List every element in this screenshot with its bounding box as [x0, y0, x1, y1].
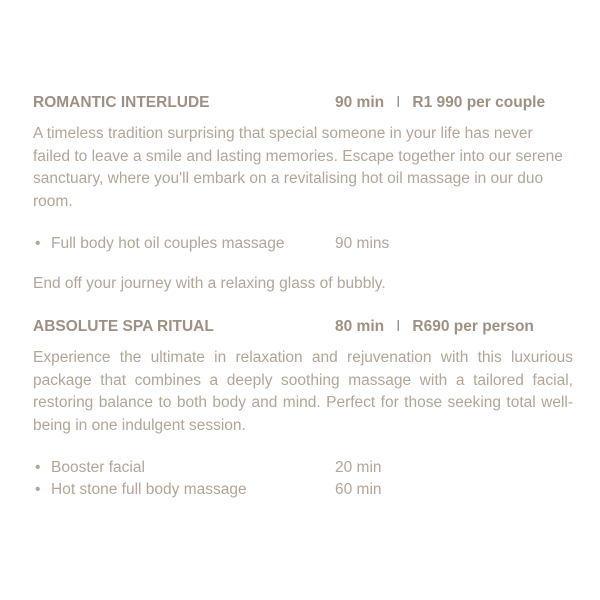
- treatment-name: Booster facial: [51, 459, 145, 476]
- package-price: R1 990 per couple: [412, 94, 546, 111]
- separator: I: [396, 318, 401, 335]
- package-duration: 80 min: [335, 318, 385, 335]
- package-description: A timeless tradition surprising that special someone in your life has never failed to leave a smile and lasting memories. Escape together into our serene sanctuary, where you'll embark on a revitalising hot oil massage in our duo room.: [33, 125, 563, 210]
- bullet-icon: •: [35, 235, 41, 252]
- treatment-duration: 60 min: [335, 481, 382, 498]
- treatment-list: [33, 457, 573, 501]
- treatment-duration: 90 mins: [335, 235, 390, 252]
- bullet-icon: •: [35, 481, 41, 498]
- treatment-name: Hot stone full body massage: [51, 481, 247, 498]
- package-closing-note: End off your journey with a relaxing glass of bubbly.: [33, 275, 386, 292]
- list-item: [33, 457, 573, 479]
- treatment-name: Full body hot oil couples massage: [51, 235, 285, 252]
- package-meta: [335, 94, 545, 112]
- package-meta: [335, 318, 534, 336]
- package-header: [33, 94, 573, 116]
- package-price: R690 per person: [412, 318, 534, 335]
- package-absolute-spa-ritual: [33, 318, 573, 501]
- package-romantic-interlude: [33, 94, 573, 311]
- list-item: [33, 479, 573, 501]
- treatment-duration: 20 min: [335, 459, 382, 476]
- package-title: ABSOLUTE SPA RITUAL: [33, 318, 214, 335]
- package-title: ROMANTIC INTERLUDE: [33, 94, 210, 111]
- package-duration: 90 min: [335, 94, 385, 111]
- package-description: Experience the ultimate in relaxation and rejuvenation with this luxurious package that combines a deeply soothing massage with a tailored facial, restoring balance to both body and mind. Perfect for those seeking total well-being in one indulgent session.: [33, 349, 573, 434]
- bullet-icon: •: [35, 459, 41, 476]
- treatment-list: [33, 233, 573, 255]
- list-item: [33, 233, 573, 255]
- package-header: [33, 318, 573, 340]
- separator: I: [396, 94, 401, 111]
